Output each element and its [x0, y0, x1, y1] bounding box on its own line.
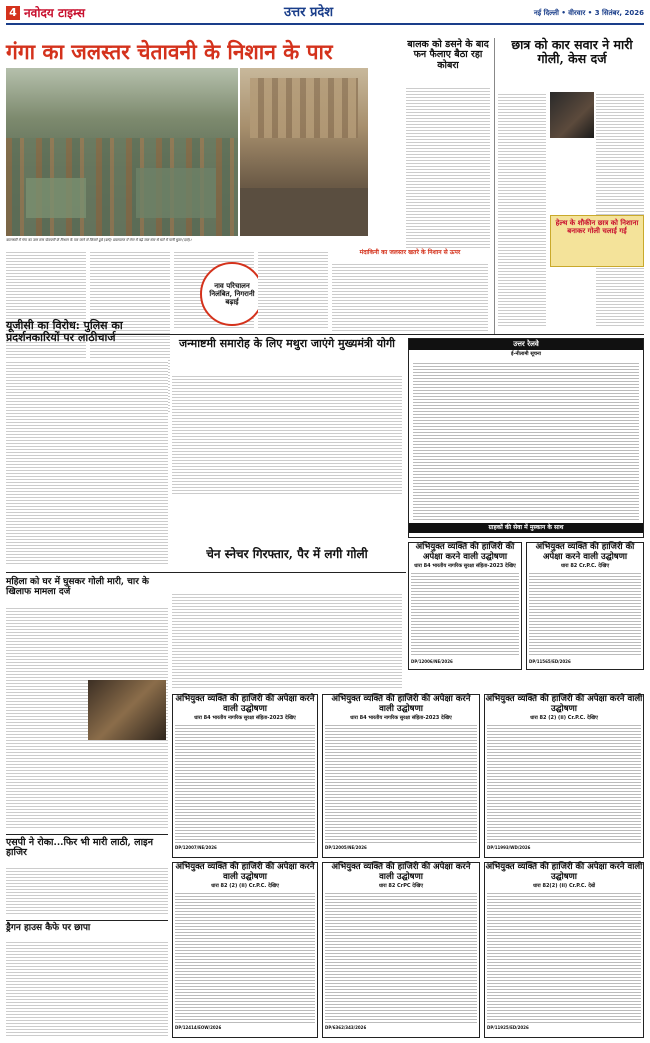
- section-title: उत्तर प्रदेश: [284, 5, 334, 20]
- student-callout: [550, 215, 644, 267]
- mathura-headline: जन्माष्टमी समारोह के लिए मथुरा जाएंगे मुख्यमंत्री योगी: [178, 337, 396, 350]
- ugc-headline: यूजीसी का विरोध: पुलिस का प्रदर्शनकारियों पर लाठीचार्ज: [6, 319, 123, 345]
- chain-snatcher-headline: चेन स्नेचर गिरफ्तार, पैर में लगी गोली: [206, 547, 368, 561]
- dateline: नई दिल्ली • वीरवार • 3 सितंबर, 2026: [533, 9, 644, 17]
- notice-1: अभियुक्त व्यक्ति की हाजिरी की अपेक्षा करने वाली उद्घोषणा धारा 84 भारतीय नागरिक सुरक्षा संहिता-2023 देखिए DP/12006/NE/2026: [408, 542, 522, 670]
- masthead: [6, 4, 644, 26]
- student-photo: [550, 92, 594, 138]
- lead-photo-left: [6, 68, 238, 236]
- cobra-headline: बालक को डसने के बाद फन फैलाए बैठा रहा कोबरा: [407, 39, 489, 71]
- notice-2: अभियुक्त व्यक्ति की हाजिरी की अपेक्षा करने वाली उद्घोषणा धारा 82 Cr.P.C. देखिए DP/11565/ED/2026: [526, 542, 644, 670]
- railway-body: [413, 361, 639, 521]
- lead-sidebar-oval: [200, 262, 264, 326]
- woman-photo: [88, 680, 166, 740]
- railway-footer: ग्राहकों की सेवा में मुस्कान के साथ: [409, 523, 643, 533]
- student-story-text-1: [498, 92, 546, 328]
- cafe-story: [6, 940, 168, 1036]
- chain-story: [172, 592, 402, 688]
- student-shot-headline: छात्र को कार सवार ने मारी गोली, केस दर्ज: [511, 37, 633, 66]
- logo: नवोदय टाइम्स: [24, 6, 86, 20]
- notice-5: अभियुक्त व्यक्ति की हाजिरी की अपेक्षा करने वाली उद्घोषणा धारा 82 (2) (ii) Cr.P.C. देखिए DP/11993/WD/2026: [484, 694, 644, 858]
- notice-7: अभियुक्त व्यक्ति की हाजिरी की अपेक्षा करने वाली उद्घोषणा धारा 82 CrPC देखिए DP/6362/343/2026: [322, 862, 480, 1038]
- notice-4: अभियुक्त व्यक्ति की हाजिरी की अपेक्षा करने वाली उद्घोषणा धारा 84 भारतीय नागरिक सुरक्षा संहिता-2023 देखिए DP/12005/NE/2026: [322, 694, 480, 858]
- lead-story-col-4: [258, 250, 328, 330]
- notice-6: अभियुक्त व्यक्ति की हाजिरी की अपेक्षा करने वाली उद्घोषणा धारा 82 (2) (ii) Cr.P.C. देखिए DP/12414/EOW/2026: [172, 862, 318, 1038]
- sp-headline: एसपी ने रोका...फिर भी मारी लाठी, लाइन हाजिर: [6, 837, 153, 859]
- notice-3: अभियुक्त व्यक्ति की हाजिरी की अपेक्षा करने वाली उद्घोषणा धारा 84 भारतीय नागरिक सुरक्षा संहिता-2023 देखिए DP/12007/NE/2026: [172, 694, 318, 858]
- mandakini-headline: मंदाकिनी का जलस्तर खतरे के निशान से ऊपर: [359, 249, 461, 256]
- lead-photo-right: [240, 68, 368, 236]
- railway-title: उत्तर रेलवे: [409, 339, 643, 350]
- lead-photo-caption: वाराणसी में गंगा का जल स्तर चेतावनी के निशान के पार जाने से किनारे डूबे (बाएं) प्रयागराज में गंगा में बढ़े जल स्तर से घरों में पानी घुसा (दाएं)।: [6, 238, 192, 242]
- railway-subtitle: ई-नीलामी सूचना: [511, 351, 541, 358]
- cafe-headline: ड्रैगन हाउस कैफे पर छापा: [6, 923, 91, 933]
- lead-sidebar-label: नाव परिचालन निलंबित, निगरानी बढ़ाई: [209, 281, 255, 306]
- ugc-story: [6, 360, 168, 566]
- student-callout-text: हेल्थ के शौकीन छात्र को निशाना बनाकर गोली चलाई गई: [555, 218, 639, 235]
- notice-8: अभियुक्त व्यक्ति की हाजिरी की अपेक्षा करने वाली उद्घोषणा धारा 82(2) (ii) Cr.P.C. देखें DP/11925/ED/2026: [484, 862, 644, 1038]
- sp-story: [6, 866, 168, 916]
- page-number: 4: [6, 6, 20, 20]
- mandakini-story: [332, 262, 488, 332]
- student-story-text-2: [596, 92, 644, 328]
- railway-notice: [408, 338, 644, 538]
- mathura-story: [172, 374, 402, 494]
- header-rule: [6, 23, 644, 25]
- lead-headline: गंगा का जलस्तर चेतावनी के निशान के पार: [6, 39, 333, 64]
- woman-shot-headline: महिला को घर में घुसकर गोली मारी, चार के खिलाफ मामला दर्ज: [6, 577, 149, 597]
- cobra-story-text: [406, 86, 490, 250]
